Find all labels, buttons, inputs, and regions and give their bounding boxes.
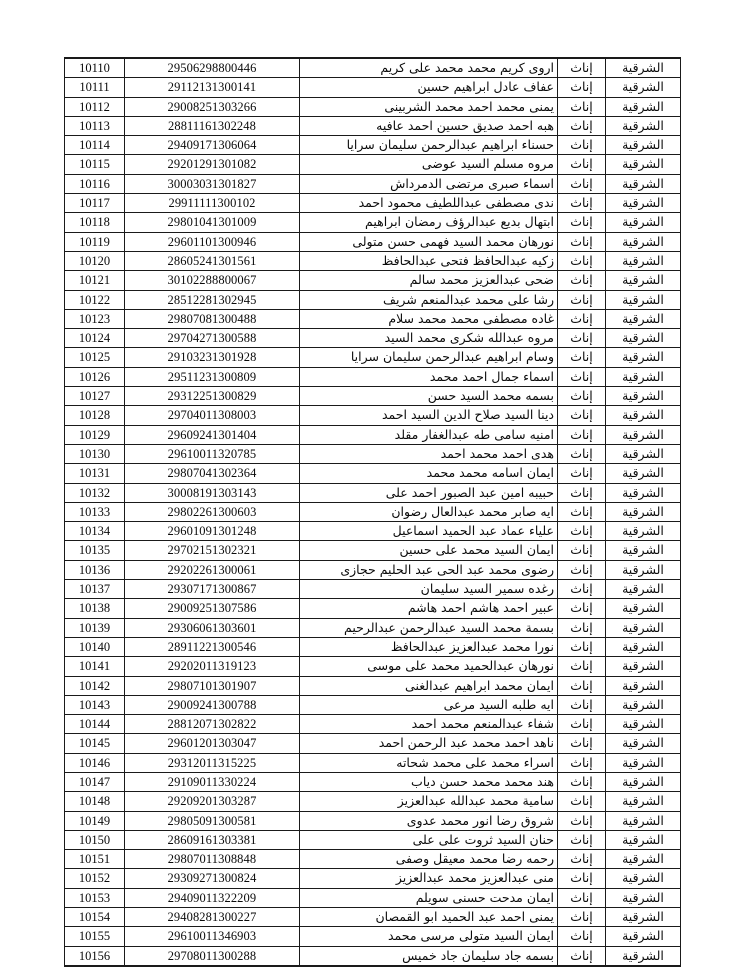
cell-serial-number: 10139	[65, 618, 125, 637]
cell-gender: إناث	[558, 695, 606, 714]
cell-serial-number: 10127	[65, 387, 125, 406]
cell-full-name: رضوى محمد عبد الحى عبد الحليم حجازى	[300, 560, 558, 579]
cell-gender: إناث	[558, 387, 606, 406]
cell-full-name: نورا محمد عبدالعزيز عبدالحافظ	[300, 637, 558, 656]
cell-national-id: 29807041302364	[125, 464, 300, 483]
cell-national-id: 30003031301827	[125, 174, 300, 193]
cell-full-name: بسمه جاد سليمان جاد خميس	[300, 946, 558, 966]
cell-full-name: منى عبدالعزيز محمد عبدالعزيز	[300, 869, 558, 888]
cell-serial-number: 10132	[65, 483, 125, 502]
cell-gender: إناث	[558, 599, 606, 618]
cell-governorate: الشرقية	[606, 329, 681, 348]
cell-governorate: الشرقية	[606, 830, 681, 849]
cell-serial-number: 10125	[65, 348, 125, 367]
table-row	[65, 155, 681, 174]
cell-gender: إناث	[558, 637, 606, 656]
table-row	[65, 522, 681, 541]
cell-serial-number: 10156	[65, 946, 125, 966]
cell-full-name: حنان السيد ثروت على على	[300, 830, 558, 849]
cell-governorate: الشرقية	[606, 483, 681, 502]
cell-governorate: الشرقية	[606, 618, 681, 637]
cell-gender: إناث	[558, 271, 606, 290]
table-row	[65, 271, 681, 290]
cell-gender: إناث	[558, 560, 606, 579]
cell-governorate: الشرقية	[606, 387, 681, 406]
cell-serial-number: 10134	[65, 522, 125, 541]
table-row	[65, 425, 681, 444]
cell-full-name: نورهان عبدالحميد محمد على موسى	[300, 657, 558, 676]
cell-national-id: 29307171300867	[125, 580, 300, 599]
cell-gender: إناث	[558, 136, 606, 155]
cell-national-id: 29801041301009	[125, 213, 300, 232]
table-row	[65, 695, 681, 714]
cell-full-name: رشا على محمد عبدالمنعم شريف	[300, 290, 558, 309]
cell-serial-number: 10136	[65, 560, 125, 579]
cell-gender: إناث	[558, 792, 606, 811]
table-row	[65, 676, 681, 695]
table-row	[65, 811, 681, 830]
cell-full-name: هند محمد محمد حسن دياب	[300, 772, 558, 791]
table-row	[65, 406, 681, 425]
cell-governorate: الشرقية	[606, 367, 681, 386]
cell-full-name: غاده مصطفى محمد محمد سلام	[300, 309, 558, 328]
cell-governorate: الشرقية	[606, 908, 681, 927]
table-row	[65, 927, 681, 946]
cell-gender: إناث	[558, 772, 606, 791]
cell-gender: إناث	[558, 869, 606, 888]
cell-full-name: يمنى احمد عبد الحميد ابو القمصان	[300, 908, 558, 927]
cell-gender: إناث	[558, 927, 606, 946]
cell-national-id: 29409011322209	[125, 888, 300, 907]
cell-governorate: الشرقية	[606, 348, 681, 367]
cell-national-id: 29704011308003	[125, 406, 300, 425]
cell-national-id: 29112131300141	[125, 78, 300, 97]
cell-national-id: 30102288800067	[125, 271, 300, 290]
cell-full-name: هبه احمد صديق حسين احمد عافيه	[300, 116, 558, 135]
cell-national-id: 29506298800446	[125, 58, 300, 78]
cell-national-id: 29202261300061	[125, 560, 300, 579]
cell-full-name: علياء عماد عبد الحميد اسماعيل	[300, 522, 558, 541]
cell-gender: إناث	[558, 309, 606, 328]
cell-national-id: 29807081300488	[125, 309, 300, 328]
table-row	[65, 97, 681, 116]
cell-national-id: 28811161302248	[125, 116, 300, 135]
table-row	[65, 734, 681, 753]
cell-full-name: نورهان محمد السيد فهمى حسن متولى	[300, 232, 558, 251]
cell-gender: إناث	[558, 116, 606, 135]
cell-national-id: 29601091301248	[125, 522, 300, 541]
cell-national-id: 29408281300227	[125, 908, 300, 927]
cell-full-name: يمنى محمد احمد محمد الشربينى	[300, 97, 558, 116]
cell-governorate: الشرقية	[606, 811, 681, 830]
cell-full-name: ايه طلبه السيد مرعى	[300, 695, 558, 714]
cell-gender: إناث	[558, 888, 606, 907]
cell-governorate: الشرقية	[606, 58, 681, 78]
cell-serial-number: 10135	[65, 541, 125, 560]
cell-national-id: 29009251307586	[125, 599, 300, 618]
table-row	[65, 792, 681, 811]
cell-national-id: 29309271300824	[125, 869, 300, 888]
cell-governorate: الشرقية	[606, 560, 681, 579]
cell-serial-number: 10123	[65, 309, 125, 328]
cell-national-id: 29103231301928	[125, 348, 300, 367]
cell-national-id: 29409171306064	[125, 136, 300, 155]
cell-serial-number: 10142	[65, 676, 125, 695]
cell-governorate: الشرقية	[606, 271, 681, 290]
table-row	[65, 174, 681, 193]
names-table	[64, 57, 681, 967]
cell-national-id: 28512281302945	[125, 290, 300, 309]
table-row	[65, 58, 681, 78]
cell-full-name: حبيبه امين عبد الصبور احمد على	[300, 483, 558, 502]
table-row	[65, 329, 681, 348]
cell-national-id: 29312251300829	[125, 387, 300, 406]
cell-serial-number: 10130	[65, 444, 125, 463]
cell-serial-number: 10140	[65, 637, 125, 656]
cell-serial-number: 10121	[65, 271, 125, 290]
cell-full-name: عفاف عادل ابراهيم حسين	[300, 78, 558, 97]
cell-full-name: سامية محمد عبدالله عبدالعزيز	[300, 792, 558, 811]
cell-serial-number: 10110	[65, 58, 125, 78]
cell-gender: إناث	[558, 753, 606, 772]
cell-gender: إناث	[558, 541, 606, 560]
table-row	[65, 869, 681, 888]
cell-gender: إناث	[558, 194, 606, 213]
cell-full-name: اسراء محمد على محمد شحاته	[300, 753, 558, 772]
cell-governorate: الشرقية	[606, 502, 681, 521]
cell-gender: إناث	[558, 232, 606, 251]
table-row	[65, 599, 681, 618]
cell-gender: إناث	[558, 97, 606, 116]
cell-governorate: الشرقية	[606, 927, 681, 946]
cell-full-name: امنيه سامى طه عبدالغفار مقلد	[300, 425, 558, 444]
cell-national-id: 29708011300288	[125, 946, 300, 966]
table-row	[65, 580, 681, 599]
cell-serial-number: 10145	[65, 734, 125, 753]
cell-serial-number: 10148	[65, 792, 125, 811]
cell-serial-number: 10152	[65, 869, 125, 888]
cell-gender: إناث	[558, 908, 606, 927]
table-row	[65, 772, 681, 791]
cell-governorate: الشرقية	[606, 599, 681, 618]
cell-governorate: الشرقية	[606, 155, 681, 174]
cell-governorate: الشرقية	[606, 174, 681, 193]
cell-full-name: اسماء جمال احمد محمد	[300, 367, 558, 386]
cell-governorate: الشرقية	[606, 715, 681, 734]
cell-national-id: 29209201303287	[125, 792, 300, 811]
cell-gender: إناث	[558, 734, 606, 753]
cell-governorate: الشرقية	[606, 792, 681, 811]
cell-gender: إناث	[558, 483, 606, 502]
cell-national-id: 29009241300788	[125, 695, 300, 714]
table-row	[65, 560, 681, 579]
cell-full-name: مروه عبدالله شكرى محمد السيد	[300, 329, 558, 348]
cell-gender: إناث	[558, 251, 606, 270]
cell-full-name: زكيه عبدالحافظ فتحى عبدالحافظ	[300, 251, 558, 270]
cell-gender: إناث	[558, 811, 606, 830]
cell-gender: إناث	[558, 830, 606, 849]
table-row	[65, 753, 681, 772]
cell-full-name: ايمان اسامه محمد محمد	[300, 464, 558, 483]
cell-full-name: شفاء عبدالمنعم محمد احمد	[300, 715, 558, 734]
cell-governorate: الشرقية	[606, 97, 681, 116]
cell-serial-number: 10150	[65, 830, 125, 849]
cell-governorate: الشرقية	[606, 136, 681, 155]
cell-serial-number: 10122	[65, 290, 125, 309]
cell-national-id: 29802261300603	[125, 502, 300, 521]
cell-governorate: الشرقية	[606, 580, 681, 599]
cell-national-id: 29601101300946	[125, 232, 300, 251]
cell-national-id: 29704271300588	[125, 329, 300, 348]
cell-national-id: 29805091300581	[125, 811, 300, 830]
cell-governorate: الشرقية	[606, 753, 681, 772]
cell-gender: إناث	[558, 58, 606, 78]
cell-governorate: الشرقية	[606, 637, 681, 656]
table-row	[65, 348, 681, 367]
cell-full-name: ضحى عبدالعزيز محمد سالم	[300, 271, 558, 290]
cell-gender: إناث	[558, 290, 606, 309]
table-row	[65, 464, 681, 483]
cell-gender: إناث	[558, 174, 606, 193]
cell-full-name: مروه مسلم السيد عوضى	[300, 155, 558, 174]
cell-national-id: 29601201303047	[125, 734, 300, 753]
cell-gender: إناث	[558, 213, 606, 232]
cell-full-name: ندى مصطفى عبداللطيف محمود احمد	[300, 194, 558, 213]
cell-serial-number: 10115	[65, 155, 125, 174]
cell-national-id: 28605241301561	[125, 251, 300, 270]
cell-full-name: اسماء صبرى مرتضى الدمرداش	[300, 174, 558, 193]
cell-governorate: الشرقية	[606, 522, 681, 541]
cell-serial-number: 10131	[65, 464, 125, 483]
cell-serial-number: 10146	[65, 753, 125, 772]
table-row	[65, 116, 681, 135]
cell-serial-number: 10124	[65, 329, 125, 348]
table-row	[65, 194, 681, 213]
cell-national-id: 29807101301907	[125, 676, 300, 695]
table-row	[65, 483, 681, 502]
cell-serial-number: 10144	[65, 715, 125, 734]
cell-serial-number: 10137	[65, 580, 125, 599]
cell-full-name: وسام ابراهيم عبدالرحمن سليمان سرايا	[300, 348, 558, 367]
cell-national-id: 30008191303143	[125, 483, 300, 502]
table-row	[65, 78, 681, 97]
cell-governorate: الشرقية	[606, 232, 681, 251]
cell-national-id: 29511231300809	[125, 367, 300, 386]
cell-full-name: رغده سمير السيد سليمان	[300, 580, 558, 599]
cell-serial-number: 10141	[65, 657, 125, 676]
cell-governorate: الشرقية	[606, 695, 681, 714]
cell-full-name: ايمان السيد محمد على حسين	[300, 541, 558, 560]
table-row	[65, 387, 681, 406]
cell-serial-number: 10112	[65, 97, 125, 116]
cell-full-name: ايه صابر محمد عبدالعال رضوان	[300, 502, 558, 521]
cell-serial-number: 10155	[65, 927, 125, 946]
cell-full-name: شروق رضا انور محمد عدوى	[300, 811, 558, 830]
cell-serial-number: 10114	[65, 136, 125, 155]
table-row	[65, 657, 681, 676]
cell-full-name: هدى احمد محمد احمد	[300, 444, 558, 463]
cell-gender: إناث	[558, 715, 606, 734]
cell-gender: إناث	[558, 155, 606, 174]
table-row	[65, 309, 681, 328]
cell-national-id: 28911221300546	[125, 637, 300, 656]
table-row	[65, 213, 681, 232]
cell-serial-number: 10143	[65, 695, 125, 714]
cell-serial-number: 10151	[65, 850, 125, 869]
cell-governorate: الشرقية	[606, 850, 681, 869]
cell-gender: إناث	[558, 676, 606, 695]
table-row	[65, 850, 681, 869]
cell-gender: إناث	[558, 946, 606, 966]
table-row	[65, 232, 681, 251]
table-row	[65, 367, 681, 386]
cell-gender: إناث	[558, 348, 606, 367]
cell-governorate: الشرقية	[606, 425, 681, 444]
cell-full-name: عبير احمد هاشم احمد هاشم	[300, 599, 558, 618]
cell-full-name: ايمان مدحت حسنى سويلم	[300, 888, 558, 907]
cell-governorate: الشرقية	[606, 541, 681, 560]
cell-national-id: 29202011319123	[125, 657, 300, 676]
cell-serial-number: 10147	[65, 772, 125, 791]
cell-full-name: ناهد احمد محمد عبد الرحمن احمد	[300, 734, 558, 753]
cell-serial-number: 10149	[65, 811, 125, 830]
cell-gender: إناث	[558, 580, 606, 599]
cell-governorate: الشرقية	[606, 464, 681, 483]
cell-gender: إناث	[558, 425, 606, 444]
cell-serial-number: 10117	[65, 194, 125, 213]
cell-national-id: 29306061303601	[125, 618, 300, 637]
cell-governorate: الشرقية	[606, 444, 681, 463]
cell-governorate: الشرقية	[606, 194, 681, 213]
cell-full-name: دينا السيد صلاح الدين السيد احمد	[300, 406, 558, 425]
table-row	[65, 541, 681, 560]
cell-serial-number: 10118	[65, 213, 125, 232]
table-row	[65, 290, 681, 309]
cell-serial-number: 10128	[65, 406, 125, 425]
cell-gender: إناث	[558, 444, 606, 463]
cell-gender: إناث	[558, 406, 606, 425]
cell-national-id: 29610011346903	[125, 927, 300, 946]
cell-gender: إناث	[558, 657, 606, 676]
table-row	[65, 251, 681, 270]
cell-governorate: الشرقية	[606, 734, 681, 753]
cell-full-name: بسمه محمد السيد حسن	[300, 387, 558, 406]
cell-national-id: 29702151302321	[125, 541, 300, 560]
table-row	[65, 888, 681, 907]
cell-full-name: ابتهال بديع عبدالرؤف رمضان ابراهيم	[300, 213, 558, 232]
cell-full-name: ايمان السيد متولى مرسى محمد	[300, 927, 558, 946]
table-row	[65, 946, 681, 966]
cell-serial-number: 10119	[65, 232, 125, 251]
cell-governorate: الشرقية	[606, 251, 681, 270]
cell-serial-number: 10138	[65, 599, 125, 618]
cell-governorate: الشرقية	[606, 772, 681, 791]
cell-gender: إناث	[558, 78, 606, 97]
cell-governorate: الشرقية	[606, 78, 681, 97]
cell-serial-number: 10120	[65, 251, 125, 270]
cell-full-name: ايمان محمد ابراهيم عبدالغنى	[300, 676, 558, 695]
cell-national-id: 29201291301082	[125, 155, 300, 174]
cell-serial-number: 10153	[65, 888, 125, 907]
cell-full-name: حسناء ابراهيم عبدالرحمن سليمان سرايا	[300, 136, 558, 155]
cell-national-id: 28812071302822	[125, 715, 300, 734]
cell-serial-number: 10111	[65, 78, 125, 97]
cell-national-id: 29911111300102	[125, 194, 300, 213]
cell-governorate: الشرقية	[606, 946, 681, 966]
cell-serial-number: 10113	[65, 116, 125, 135]
cell-full-name: بسمة محمد السيد عبدالرحمن عبدالرحيم	[300, 618, 558, 637]
table-row	[65, 715, 681, 734]
cell-serial-number: 10133	[65, 502, 125, 521]
cell-serial-number: 10129	[65, 425, 125, 444]
cell-serial-number: 10126	[65, 367, 125, 386]
cell-governorate: الشرقية	[606, 309, 681, 328]
cell-governorate: الشرقية	[606, 869, 681, 888]
cell-governorate: الشرقية	[606, 657, 681, 676]
names-table-body	[65, 58, 681, 966]
cell-national-id: 29610011320785	[125, 444, 300, 463]
cell-national-id: 28609161303381	[125, 830, 300, 849]
table-row	[65, 830, 681, 849]
table-row	[65, 618, 681, 637]
cell-gender: إناث	[558, 522, 606, 541]
cell-governorate: الشرقية	[606, 676, 681, 695]
cell-full-name: اروى كريم محمد محمد على كريم	[300, 58, 558, 78]
cell-gender: إناث	[558, 464, 606, 483]
cell-national-id: 29008251303266	[125, 97, 300, 116]
cell-governorate: الشرقية	[606, 290, 681, 309]
cell-governorate: الشرقية	[606, 116, 681, 135]
cell-national-id: 29312011315225	[125, 753, 300, 772]
cell-governorate: الشرقية	[606, 406, 681, 425]
names-table-container	[65, 57, 681, 967]
cell-gender: إناث	[558, 618, 606, 637]
cell-gender: إناث	[558, 367, 606, 386]
cell-national-id: 29807011308848	[125, 850, 300, 869]
cell-national-id: 29609241301404	[125, 425, 300, 444]
table-row	[65, 136, 681, 155]
cell-national-id: 29109011330224	[125, 772, 300, 791]
cell-governorate: الشرقية	[606, 888, 681, 907]
cell-serial-number: 10154	[65, 908, 125, 927]
cell-gender: إناث	[558, 850, 606, 869]
table-row	[65, 502, 681, 521]
cell-gender: إناث	[558, 502, 606, 521]
cell-serial-number: 10116	[65, 174, 125, 193]
cell-full-name: رحمه رضا محمد معيقل وصفى	[300, 850, 558, 869]
table-row	[65, 637, 681, 656]
cell-gender: إناث	[558, 329, 606, 348]
cell-governorate: الشرقية	[606, 213, 681, 232]
table-row	[65, 444, 681, 463]
table-row	[65, 908, 681, 927]
